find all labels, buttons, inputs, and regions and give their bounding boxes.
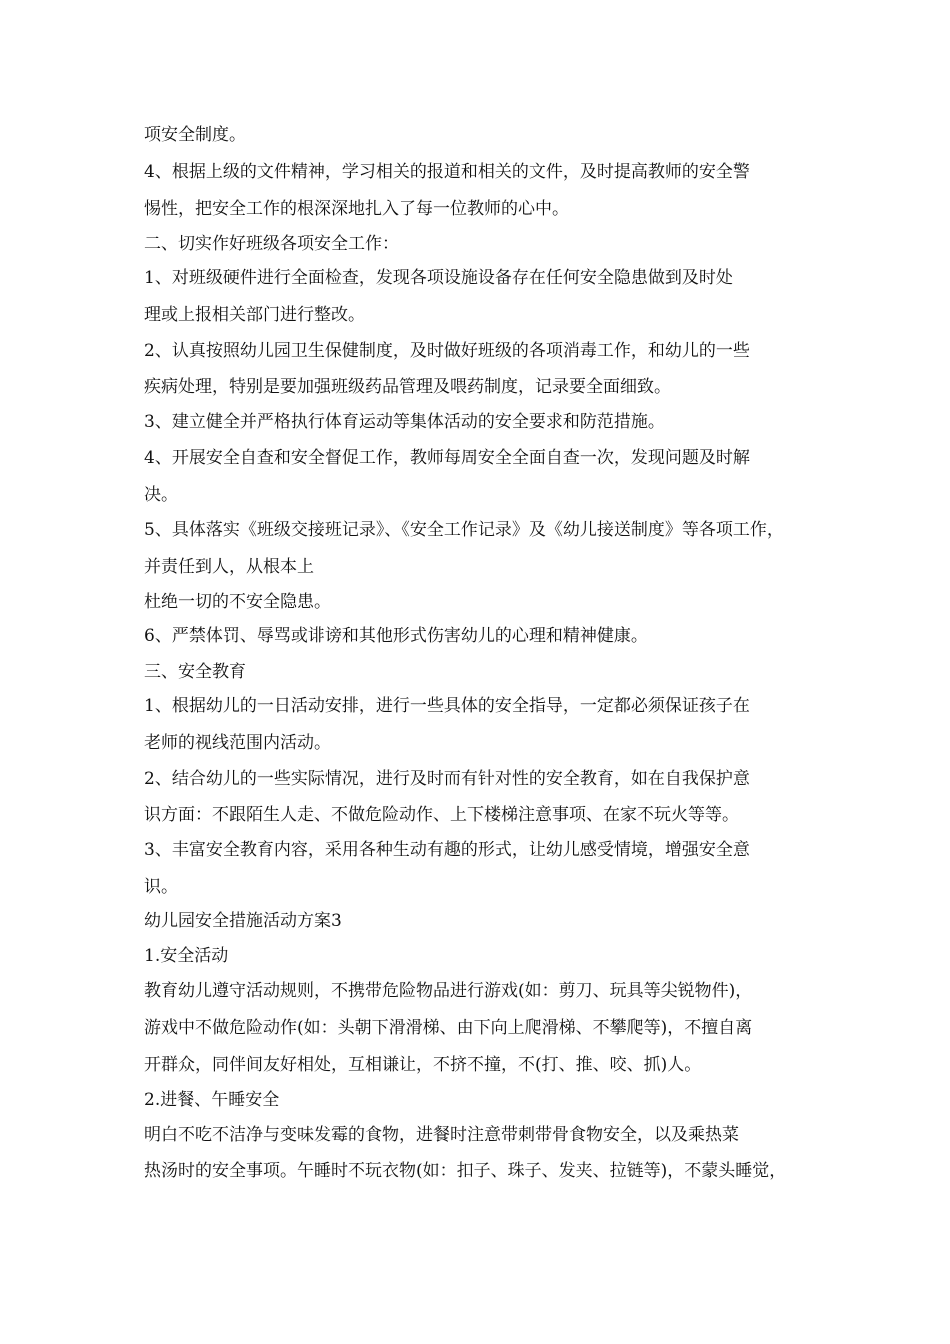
text-line: 理或上报相关部门进行整改。 xyxy=(144,305,365,325)
section-heading: 二、切实作好班级各项安全工作： xyxy=(144,234,399,254)
text-line: 4、根据上级的文件精神，学习相关的报道和相关的文件，及时提高教师的安全警 xyxy=(144,162,750,182)
text-line: 1、对班级硬件进行全面检查，发现各项设施设备存在任何安全隐患做到及时处 xyxy=(144,268,733,288)
text-line: 3、建立健全并严格执行体育运动等集体活动的安全要求和防范措施。 xyxy=(144,412,665,432)
text-line: 游戏中不做危险动作(如：头朝下滑滑梯、由下向上爬滑梯、不攀爬等)，不擅自离 xyxy=(144,1018,753,1038)
text-line: 6、严禁体罚、辱骂或诽谤和其他形式伤害幼儿的心理和精神健康。 xyxy=(144,626,648,646)
section-heading: 1.安全活动 xyxy=(144,946,229,966)
section-heading: 三、安全教育 xyxy=(144,662,246,682)
text-line: 老师的视线范围内活动。 xyxy=(144,733,331,753)
text-line: 明白不吃不洁净与变味发霉的食物，进餐时注意带刺带骨食物安全，以及乘热菜 xyxy=(144,1125,739,1145)
text-line: 疾病处理，特别是要加强班级药品管理及喂药制度，记录要全面细致。 xyxy=(144,377,671,397)
text-line: 5、具体落实《班级交接班记录》、《安全工作记录》及《幼儿接送制度》等各项工作， xyxy=(144,520,784,540)
text-line: 并责任到人，从根本上 xyxy=(144,557,314,577)
text-line: 项安全制度。 xyxy=(144,125,246,145)
text-line: 惕性，把安全工作的根深深地扎入了每一位教师的心中。 xyxy=(144,199,569,219)
text-line: 3、丰富安全教育内容，采用各种生动有趣的形式，让幼儿感受情境，增强安全意 xyxy=(144,840,750,860)
text-line: 2、结合幼儿的一些实际情况，进行及时而有针对性的安全教育，如在自我保护意 xyxy=(144,769,750,789)
text-line: 4、开展安全自查和安全督促工作，教师每周安全全面自查一次，发现问题及时解 xyxy=(144,448,750,468)
text-line: 开群众，同伴间友好相处，互相谦让，不挤不撞，不(打、推、咬、抓)人。 xyxy=(144,1055,702,1075)
text-line: 教育幼儿遵守活动规则，不携带危险物品进行游戏(如：剪刀、玩具等尖锐物件)， xyxy=(144,981,753,1001)
text-line: 热汤时的安全事项。午睡时不玩衣物(如：扣子、珠子、发夹、拉链等)，不蒙头睡觉， xyxy=(144,1161,787,1181)
section-heading: 2.进餐、午睡安全 xyxy=(144,1090,280,1110)
text-line: 识。 xyxy=(144,877,178,897)
text-line: 1、根据幼儿的一日活动安排，进行一些具体的安全指导，一定都必须保证孩子在 xyxy=(144,696,750,716)
section-heading: 幼儿园安全措施活动方案3 xyxy=(144,911,342,931)
text-line: 杜绝一切的不安全隐患。 xyxy=(144,592,331,612)
text-line: 识方面：不跟陌生人走、不做危险动作、上下楼梯注意事项、在家不玩火等等。 xyxy=(144,805,739,825)
text-line: 决。 xyxy=(144,485,178,505)
text-line: 2、认真按照幼儿园卫生保健制度，及时做好班级的各项消毒工作，和幼儿的一些 xyxy=(144,341,750,361)
